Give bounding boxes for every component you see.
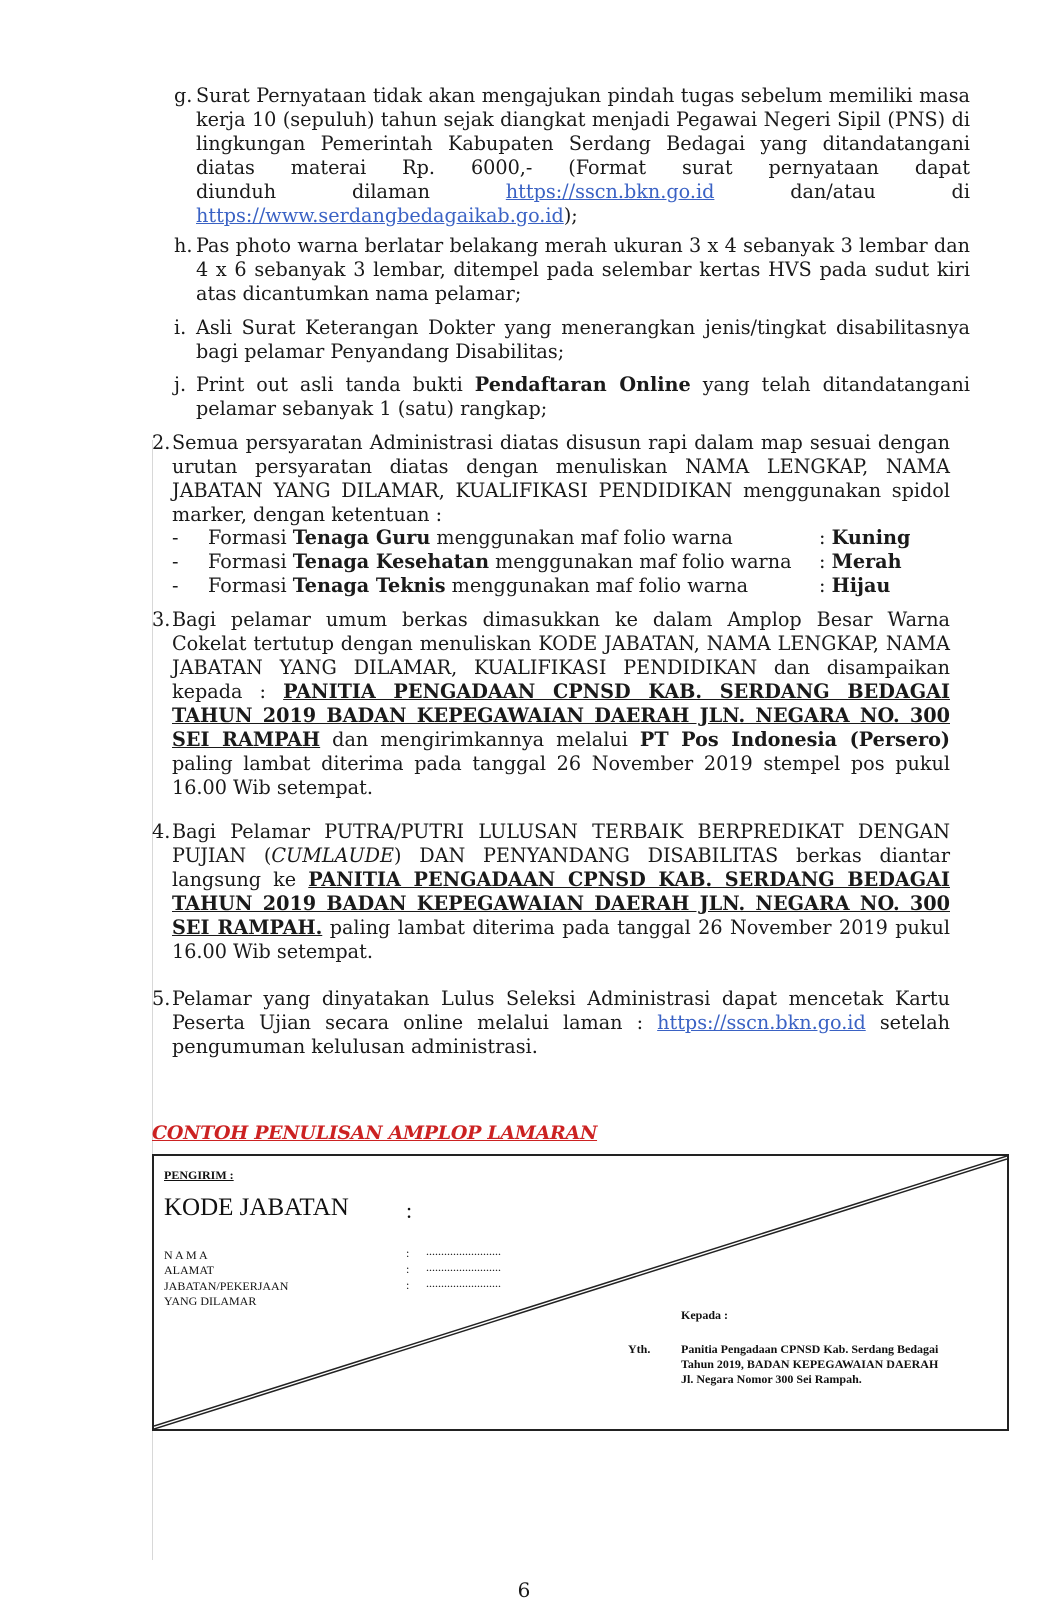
formasi-row-guru: - Formasi Tenaga Guru menggunakan maf folio warna : Kuning [172, 526, 911, 549]
envelope-example: PENGIRIM : KODE JABATAN : N A M A : ......................... ALAMAT : ......................... JABATAN/PEKERJAAN : ......................... YANG DILAMAR Kepada : Yth. Panitia Pengadaan CPNSD Kab. Serdang Bedagai Tahun 2019, BADAN KEPEGAWAIAN DAERAH Jl. Negara Nomor 300 Sei Rampah. [152, 1154, 1009, 1431]
committee-address: PANITIA PENGADAAN CPNSD KAB. SERDANG BEDAGAI TAHUN 2019 BADAN KEPEGAWAIAN DAERAH JLN. NEGARA NO. 300 SEI RAMPAH [172, 680, 950, 751]
formasi-row-teknis: - Formasi Tenaga Teknis menggunakan maf folio warna : Hijau [172, 574, 891, 597]
item-label: 2. [152, 431, 171, 454]
requirement-item-g [174, 84, 970, 228]
requirement-item-3 [152, 608, 970, 800]
page-number: 6 [517, 1578, 531, 1602]
sender-label: PENGIRIM : [164, 1168, 234, 1182]
item-text: Asli Surat Keterangan Dokter yang menerangkan jenis/tingkat disabilitasnya bagi pelamar Penyandang Disabilitas; [196, 316, 970, 363]
kepada-label: Kepada : [681, 1308, 729, 1322]
item-text: Bagi pelamar umum berkas dimasukkan ke dalam Amplop Besar Warna Cokelat tertutup dengan menuliskan KODE JABATAN, NAMA LENGKAP, NAMA JABATAN YANG DILAMAR, KUALIFIKASI PENDIDIKAN dan disampaikan kepada : PANITIA PENGADAAN CPNSD KAB. SERDANG BEDAGAI TAHUN 2019 BADAN KEPEGAWAIAN DAERAH JLN. NEGARA NO. 300 SEI RAMPAH dan mengirimkannya melalui PT Pos Indonesia (Persero) paling lambat diterima pada tanggal 26 November 2019 stempel pos pukul 16.00 Wib setempat. [172, 608, 950, 799]
requirement-item-j [174, 373, 970, 421]
kode-jabatan-colon: : [406, 1198, 413, 1223]
item-label: g. [174, 84, 193, 107]
envelope-example-heading: CONTOH PENULISAN AMPLOP LAMARAN [152, 1122, 598, 1144]
requirement-item-5 [152, 987, 970, 1059]
sscn-link[interactable]: https://sscn.bkn.go.id [657, 1011, 866, 1034]
requirement-item-2 [152, 431, 970, 527]
item-text: Print out asli tanda bukti Pendaftaran Online yang telah ditandatangani pelamar sebanyak 1 (satu) rangkap; [196, 373, 970, 420]
field-label: YANG DILAMAR [164, 1294, 257, 1308]
requirement-item-h [174, 234, 970, 306]
item-label: h. [174, 234, 193, 257]
kode-jabatan-label: KODE JABATAN [164, 1194, 349, 1221]
recipient-line: Jl. Negara Nomor 300 Sei Rampah. [681, 1372, 862, 1386]
item-text: Pelamar yang dinyatakan Lulus Seleksi Administrasi dapat mencetak Kartu Peserta Ujian secara online melalui laman : https://sscn.bkn.go.id setelah pengumuman kelulusan administrasi. [172, 987, 951, 1058]
item-text: Surat Pernyataan tidak akan mengajukan pindah tugas sebelum memiliki masa kerja 10 (sepuluh) tahun sejak diangkat menjadi Pegawai Negeri Sipil (PNS) di lingkungan Pemerintah Kabupaten Serdang Bedagai yang ditandatangani diatas materai Rp. 6000,- (Format surat pernyataan dapat diunduh dilaman https://sscn.bkn.go.id dan/atau di https://www.serdangbedagaikab.go.id); [196, 84, 970, 227]
item-label: 4. [152, 820, 171, 843]
item-label: j. [174, 373, 187, 396]
recipient-line: Tahun 2019, BADAN KEPEGAWAIAN DAERAH [681, 1357, 939, 1371]
field-label: N A M A [164, 1248, 208, 1262]
recipient-line: Panitia Pengadaan CPNSD Kab. Serdang Bedagai [681, 1342, 939, 1356]
item-label: 3. [152, 608, 171, 631]
field-label: JABATAN/PEKERJAAN [164, 1279, 289, 1293]
requirement-item-i [174, 316, 970, 364]
sscn-link[interactable]: https://sscn.bkn.go.id [505, 180, 715, 203]
item-label: 5. [152, 987, 171, 1010]
item-text: Bagi Pelamar PUTRA/PUTRI LULUSAN TERBAIK BERPREDIKAT DENGAN PUJIAN (CUMLAUDE) DAN PENYANDANG DISABILITAS berkas diantar langsung ke PANITIA PENGADAAN CPNSD KAB. SERDANG BEDAGAI TAHUN 2019 BADAN KEPEGAWAIAN DAERAH JLN. NEGARA NO. 300 SEI RAMPAH. paling lambat diterima pada tanggal 26 November 2019 pukul 16.00 Wib setempat. [172, 820, 951, 963]
serdangbedagai-link[interactable]: https://www.serdangbedagaikab.go.id [196, 204, 564, 227]
item-text: Semua persyaratan Administrasi diatas disusun rapi dalam map sesuai dengan urutan persyaratan diatas dengan menuliskan NAMA LENGKAP, NAMA JABATAN YANG DILAMAR, KUALIFIKASI PENDIDIKAN menggunakan spidol marker, dengan ketentuan : [172, 431, 950, 526]
yth-label: Yth. [628, 1342, 651, 1356]
formasi-row-kesehatan: - Formasi Tenaga Kesehatan menggunakan maf folio warna : Merah [172, 550, 902, 573]
item-label: i. [174, 316, 187, 339]
item-text: Pas photo warna berlatar belakang merah ukuran 3 x 4 sebanyak 3 lembar dan 4 x 6 sebanyak 3 lembar, ditempel pada selembar kertas HVS pada sudut kiri atas dicantumkan nama pelamar; [196, 234, 970, 305]
requirement-item-4 [152, 820, 970, 964]
field-label: ALAMAT [164, 1263, 214, 1277]
committee-address: PANITIA PENGADAAN CPNSD KAB. SERDANG BEDAGAI TAHUN 2019 BADAN KEPEGAWAIAN DAERAH JLN. NEGARA NO. 300 SEI RAMPAH. [172, 868, 950, 939]
